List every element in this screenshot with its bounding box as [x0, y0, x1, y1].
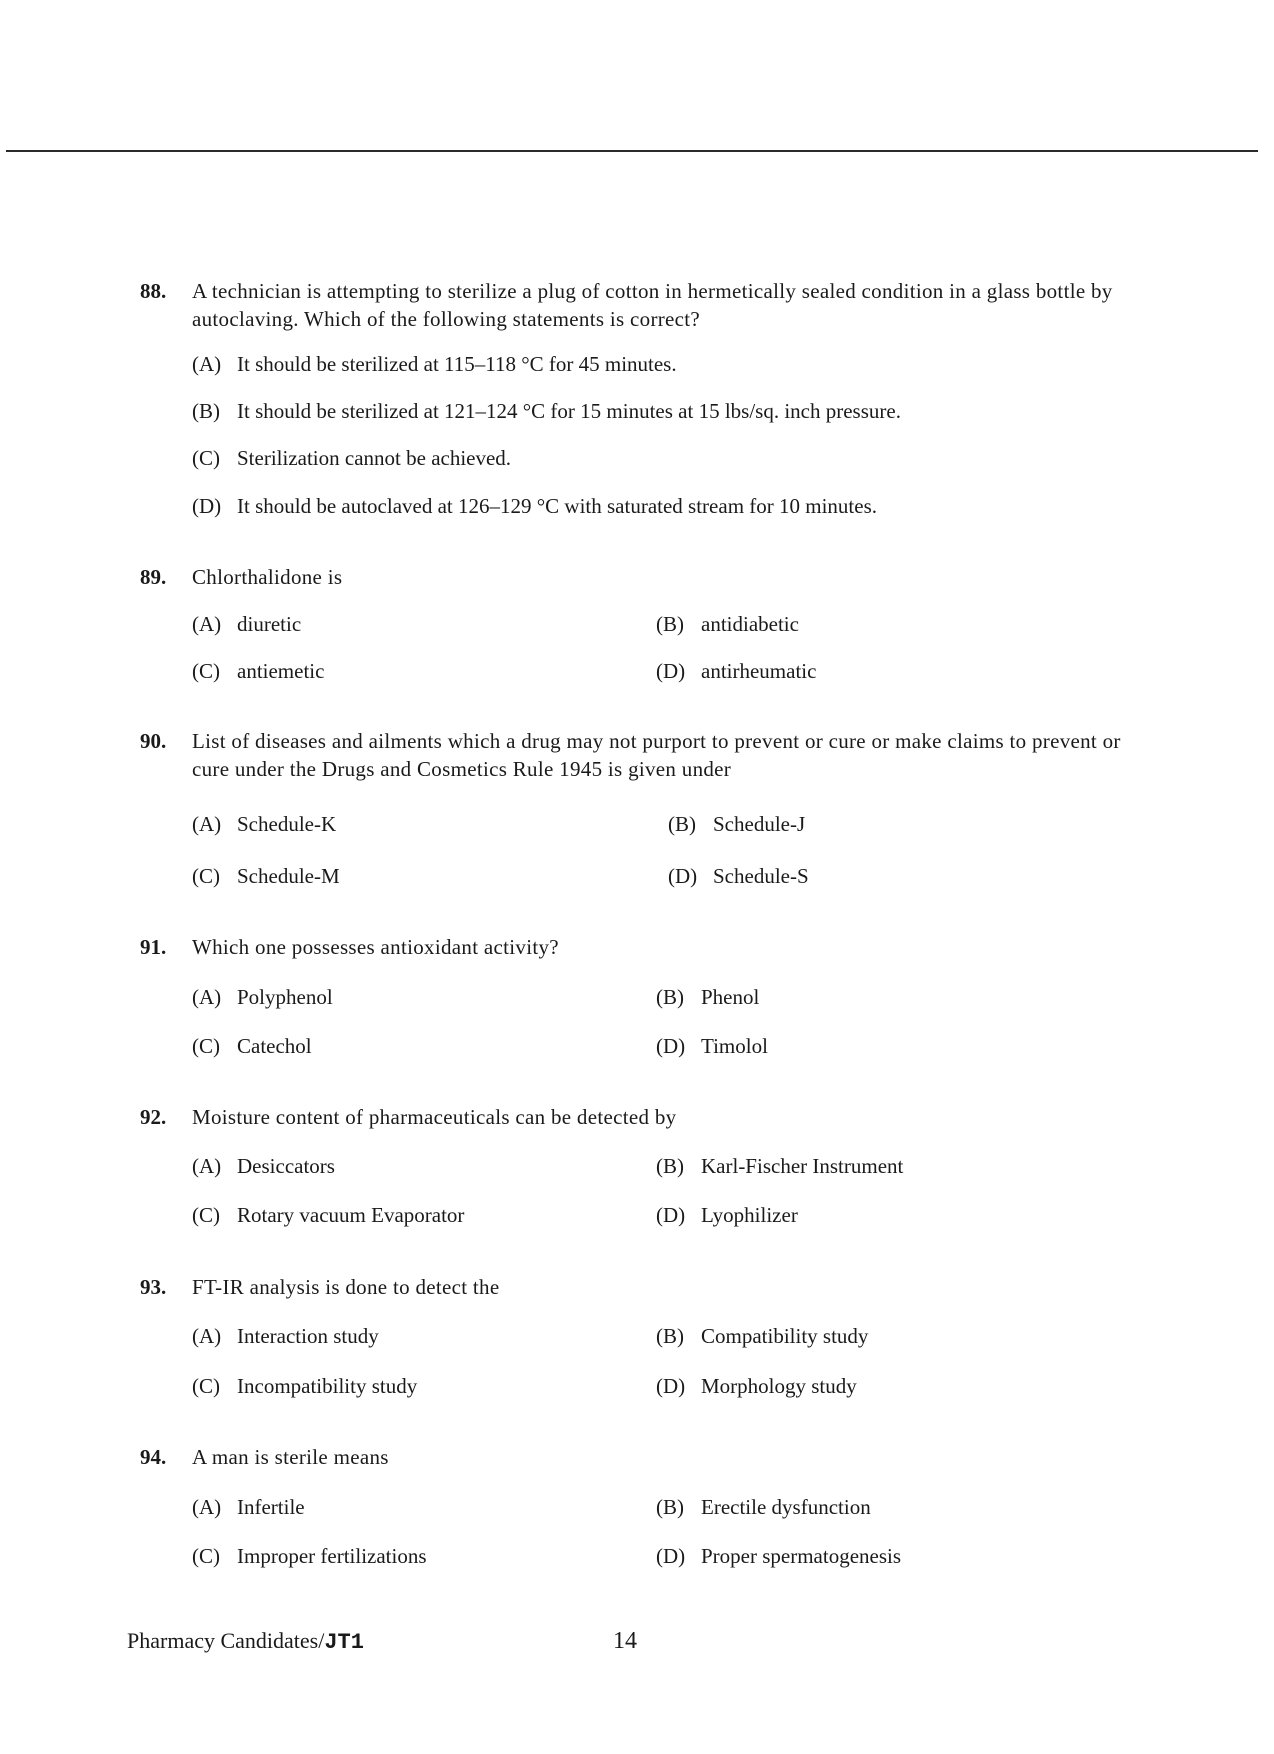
option-90-a: (A) Schedule-K: [192, 812, 337, 836]
option-94-b: (B) Erectile dysfunction: [656, 1495, 871, 1519]
option-91-a: (A) Polyphenol: [192, 985, 333, 1009]
question-text: List of diseases and ailments which a drug may not purport to prevent or cure or make claims to prevent or cure under the Drugs and Cosmetics Rule 1945 is given under: [192, 729, 1121, 781]
question-92: [140, 1103, 1140, 1131]
footer-booklet-code: Pharmacy Candidates/JT1: [127, 1628, 364, 1655]
question-text: Chlorthalidone is: [192, 565, 343, 589]
question-number: 94.: [140, 1445, 167, 1469]
question-number: 90.: [140, 729, 167, 753]
option-89-b: (B) antidiabetic: [656, 612, 799, 636]
option-94-c: (C) Improper fertilizations: [192, 1544, 427, 1568]
option-91-c: (C) Catechol: [192, 1034, 312, 1058]
option-92-c: (C) Rotary vacuum Evaporator: [192, 1203, 465, 1227]
option-91-b: (B) Phenol: [656, 985, 760, 1009]
question-88: [140, 277, 1140, 333]
question-number: 93.: [140, 1275, 167, 1299]
question-number: 89.: [140, 565, 167, 589]
question-90: [140, 727, 1140, 783]
option-91-d: (D) Timolol: [656, 1034, 768, 1058]
option-94-d: (D) Proper spermatogenesis: [656, 1544, 902, 1568]
question-number: 91.: [140, 935, 167, 959]
question-text: Which one possesses antioxidant activity?: [192, 935, 559, 959]
question-number: 88.: [140, 279, 167, 303]
option-92-d: (D) Lyophilizer: [656, 1203, 798, 1227]
question-91: [140, 933, 1140, 961]
page-number: 14: [613, 1628, 637, 1654]
option-88-b: (B) It should be sterilized at 121–124 °C for 15 minutes at 15 lbs/sq. inch pressure.: [192, 399, 901, 423]
option-90-c: (C) Schedule-M: [192, 864, 340, 888]
option-92-b: (B) Karl-Fischer Instrument: [656, 1154, 904, 1178]
option-89-c: (C) antiemetic: [192, 659, 325, 683]
question-94: [140, 1443, 1140, 1471]
option-89-d: (D) antirheumatic: [656, 659, 817, 683]
option-88-d: (D) It should be autoclaved at 126–129 °C with saturated stream for 10 minutes.: [192, 494, 878, 518]
question-text: A technician is attempting to sterilize a plug of cotton in hermetically sealed condition in a glass bottle by autoclaving. Which of the following statements is correct?: [192, 279, 1113, 331]
option-94-a: (A) Infertile: [192, 1495, 305, 1519]
option-93-c: (C) Incompatibility study: [192, 1374, 418, 1398]
option-93-a: (A) Interaction study: [192, 1324, 379, 1348]
question-text: Moisture content of pharmaceuticals can be detected by: [192, 1105, 677, 1129]
option-90-d: (D) Schedule-S: [668, 864, 809, 888]
option-92-a: (A) Desiccators: [192, 1154, 335, 1178]
option-93-d: (D) Morphology study: [656, 1374, 857, 1398]
header-rule: [6, 150, 1258, 152]
question-89: [140, 563, 1140, 591]
question-text: FT-IR analysis is done to detect the: [192, 1275, 500, 1299]
option-88-c: (C) Sterilization cannot be achieved.: [192, 446, 512, 470]
option-93-b: (B) Compatibility study: [656, 1324, 869, 1348]
question-93: [140, 1273, 1140, 1301]
question-number: 92.: [140, 1105, 167, 1129]
option-88-a: (A) It should be sterilized at 115–118 °C for 45 minutes.: [192, 352, 677, 376]
option-89-a: (A) diuretic: [192, 612, 302, 636]
question-text: A man is sterile means: [192, 1445, 389, 1469]
option-90-b: (B) Schedule-J: [668, 812, 806, 836]
